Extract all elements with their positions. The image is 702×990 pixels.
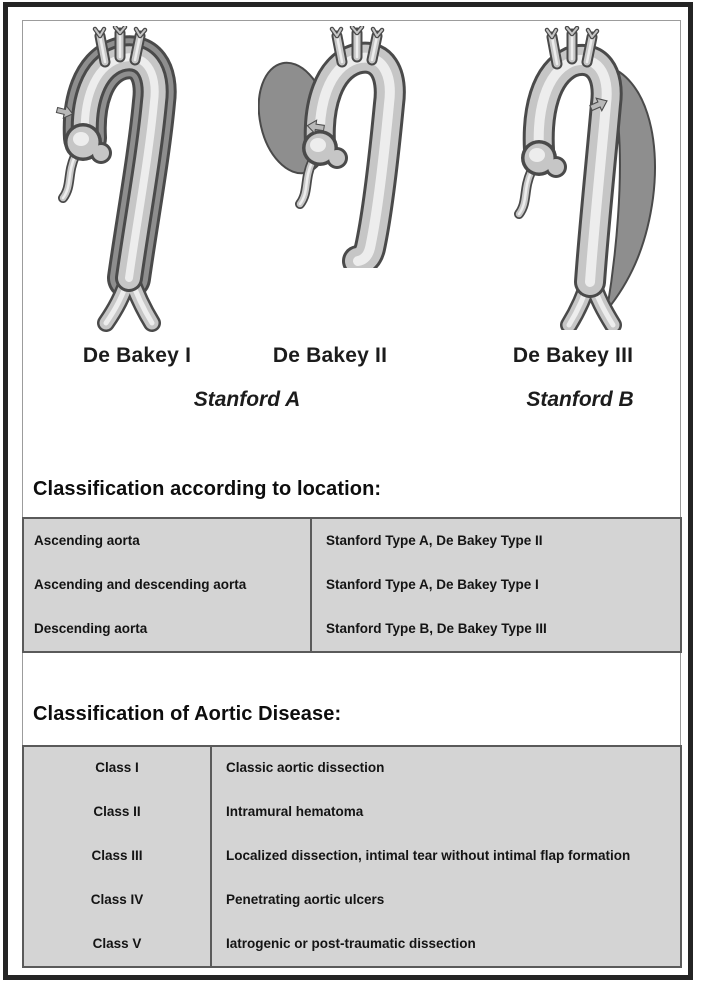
disease-section-heading: Classification of Aortic Disease: [33, 703, 342, 725]
table-cell: Class V [92, 935, 142, 951]
label-debakey-3: De Bakey III [512, 344, 634, 367]
table-cell: Ascending and descending aorta [34, 576, 247, 592]
table-cell: Stanford Type A, De Bakey Type II [326, 532, 543, 548]
aortic-root [300, 130, 348, 204]
table-cell: Class IV [90, 891, 144, 907]
disease-table-left-column [24, 747, 210, 966]
table-cell: Intramural hematoma [226, 804, 364, 820]
arch-branch-vessels [332, 27, 382, 62]
table-cell: Iatrogenic or post-traumatic dissection [226, 935, 476, 951]
table-cell: Localized dissection, intimal tear without intimal flap formation [226, 848, 631, 864]
label-stanford-b: Stanford B [526, 388, 634, 411]
location-table-right-column [310, 519, 680, 651]
table-cell: Stanford Type A, De Bakey Type I [326, 576, 539, 592]
disease-table [22, 745, 682, 968]
location-table-left-column [24, 519, 310, 651]
label-debakey-2: De Bakey II [272, 344, 388, 367]
arch-branch-vessels [547, 28, 597, 64]
aorta-diagram-debakey-1 [45, 26, 197, 338]
arch-branch-vessels [95, 27, 145, 62]
aorta-diagram-debakey-3 [495, 26, 671, 330]
label-stanford-a: Stanford A [193, 388, 301, 411]
table-cell: Class III [91, 848, 143, 864]
table-cell: Stanford Type B, De Bakey Type III [326, 620, 547, 636]
table-cell: Penetrating aortic ulcers [226, 891, 385, 907]
table-cell: Class I [95, 760, 139, 776]
location-table [22, 517, 682, 653]
table-cell: Descending aorta [34, 620, 148, 636]
aorta-diagram-debakey-2 [258, 26, 418, 268]
table-cell: Ascending aorta [34, 532, 140, 548]
table-cell: Classic aortic dissection [226, 760, 385, 776]
table-cell: Class II [93, 804, 141, 820]
location-section-heading: Classification according to location: [33, 478, 382, 500]
aortic-root [519, 140, 567, 214]
disease-table-right-column [210, 747, 680, 966]
label-debakey-1: De Bakey I [82, 344, 192, 367]
